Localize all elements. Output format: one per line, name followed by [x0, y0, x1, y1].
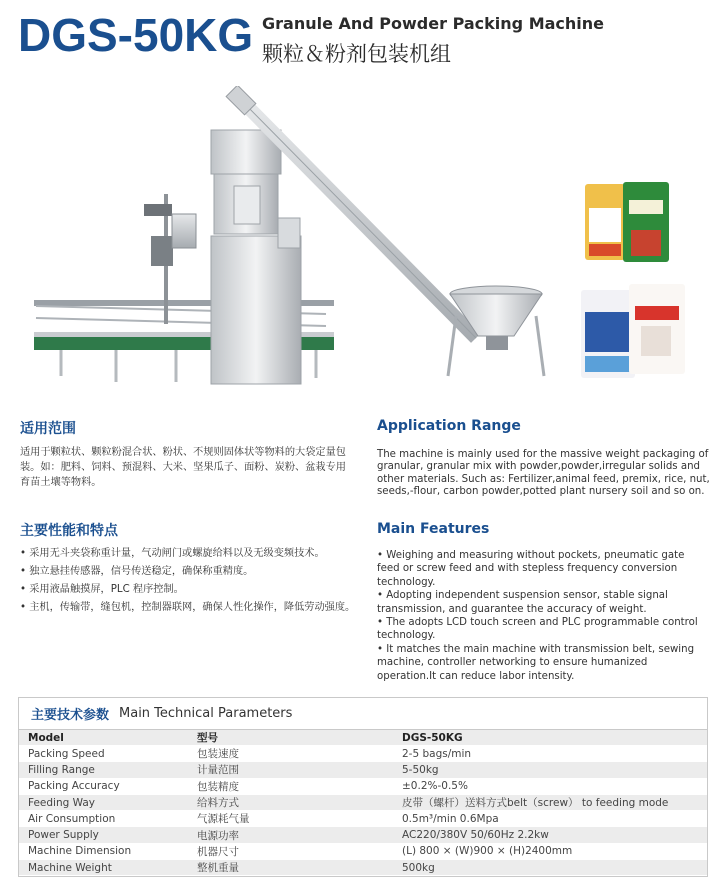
param-name-cn: 给料方式: [197, 797, 239, 810]
param-value: 5-50kg: [402, 763, 439, 776]
param-name-cn: 整机重量: [197, 862, 239, 875]
feature-item-cn: • 主机，传输带，缝包机，控制器联网，确保人性化操作，降低劳动强度。: [20, 602, 356, 613]
column-header: 型号: [197, 732, 218, 744]
feature-item-cn: • 独立悬挂传感器，信号传送稳定，确保称重精度。: [20, 566, 254, 577]
parameters-table: [18, 697, 708, 877]
model-title: DGS-50KG: [18, 9, 254, 61]
feature-item-en: • The adopts LCD touch screen and PLC programmable control technology.: [377, 617, 698, 642]
param-name-cn: 计量范围: [197, 764, 239, 777]
param-name-en: Packing Speed: [28, 747, 105, 760]
table-row: [19, 811, 707, 827]
product-bags-image: [575, 180, 695, 390]
param-value: AC220/380V 50/60Hz 2.2kw: [402, 829, 549, 842]
feature-item-cn: • 采用无斗夹袋称重计量，气动闸门或螺旋给料以及无级变频技术。: [20, 548, 325, 559]
param-name-en: Feeding Way: [28, 796, 95, 809]
param-name-cn: 包装速度: [197, 748, 239, 761]
product-title-en: Granule And Powder Packing Machine: [262, 14, 605, 33]
feature-item-en: • Weighing and measuring without pockets, pneumatic gate feed or screw feed and with stepless frequency conversion technology.: [377, 550, 685, 588]
param-name-cn: 机器尺寸: [197, 845, 239, 858]
feature-item-en: • It matches the main machine with transmission belt, sewing machine, controller networking to ensure humanized operation.It can reduce labor intensity.: [377, 643, 695, 682]
application-heading-cn: 适用范围: [20, 421, 76, 437]
param-name-en: Packing Accuracy: [28, 780, 120, 793]
param-name-en: Machine Weight: [28, 861, 112, 874]
features-heading-en: Main Features: [377, 521, 490, 537]
application-heading-en: Application Range: [377, 418, 521, 434]
param-name-en: Power Supply: [28, 829, 99, 842]
param-name-cn: 包装精度: [197, 780, 239, 793]
param-name-en: Machine Dimension: [28, 845, 132, 858]
param-value: 2-5 bags/min: [402, 747, 472, 760]
table-row: [19, 827, 707, 843]
parameters-heading-en: Main Technical Parameters: [119, 706, 293, 721]
param-value: ±0.2%-0.5%: [402, 780, 468, 793]
table-row: [19, 844, 707, 860]
application-text-cn: 适用于颗粒状、颗粒粉混合状、粉状、不规则固体状等物料的大袋定量包装。如：肥料、饲料、预混料、大米、坚果瓜子、面粉、炭粉、盆栽专用育苗土壤等物料。: [20, 447, 346, 488]
column-header: Model: [28, 731, 64, 744]
application-text-en: The machine is mainly used for the massive weight packaging of granular, granular mix with powder,powder,irregular solids and other materials. Such as: Fertilizer,animal feed, premix, rice, nut, seeds,-flour, carbon powder,potted plant nursery soil and so on.: [377, 449, 710, 498]
param-value: 500kg: [402, 861, 435, 874]
feature-item-en: • Adopting independent suspension sensor, stable signal transmission, and guarantee the accuracy of weight.: [377, 590, 668, 615]
machine-illustration: [16, 86, 576, 391]
feature-item-cn: • 采用液晶触摸屏，PLC 程序控制。: [20, 584, 184, 595]
table-row: [19, 762, 707, 778]
param-name-cn: 电源功率: [197, 829, 239, 842]
param-name-en: Air Consumption: [28, 812, 116, 825]
features-heading-cn: 主要性能和特点: [20, 523, 118, 539]
parameters-header: [19, 698, 707, 730]
table-row: [19, 795, 707, 811]
parameters-heading-cn: 主要技术参数: [31, 708, 110, 723]
param-value: 0.5m³/min 0.6Mpa: [402, 812, 499, 825]
table-header-row: [19, 730, 707, 746]
features-list-en: [377, 549, 707, 683]
table-row: [19, 746, 707, 762]
table-row: [19, 860, 707, 876]
param-value: 皮带（螺杆）送料方式belt（screw） to feeding mode: [402, 797, 669, 810]
param-name-en: Filling Range: [28, 763, 95, 776]
features-list-cn: [20, 546, 360, 618]
product-title-cn: 颗粒＆粉剂包装机组: [262, 42, 451, 66]
param-name-cn: 气源耗气量: [197, 813, 250, 826]
table-row: [19, 779, 707, 795]
param-value: (L) 800 × (W)900 × (H)2400mm: [402, 845, 573, 858]
column-header: DGS-50KG: [402, 731, 463, 744]
